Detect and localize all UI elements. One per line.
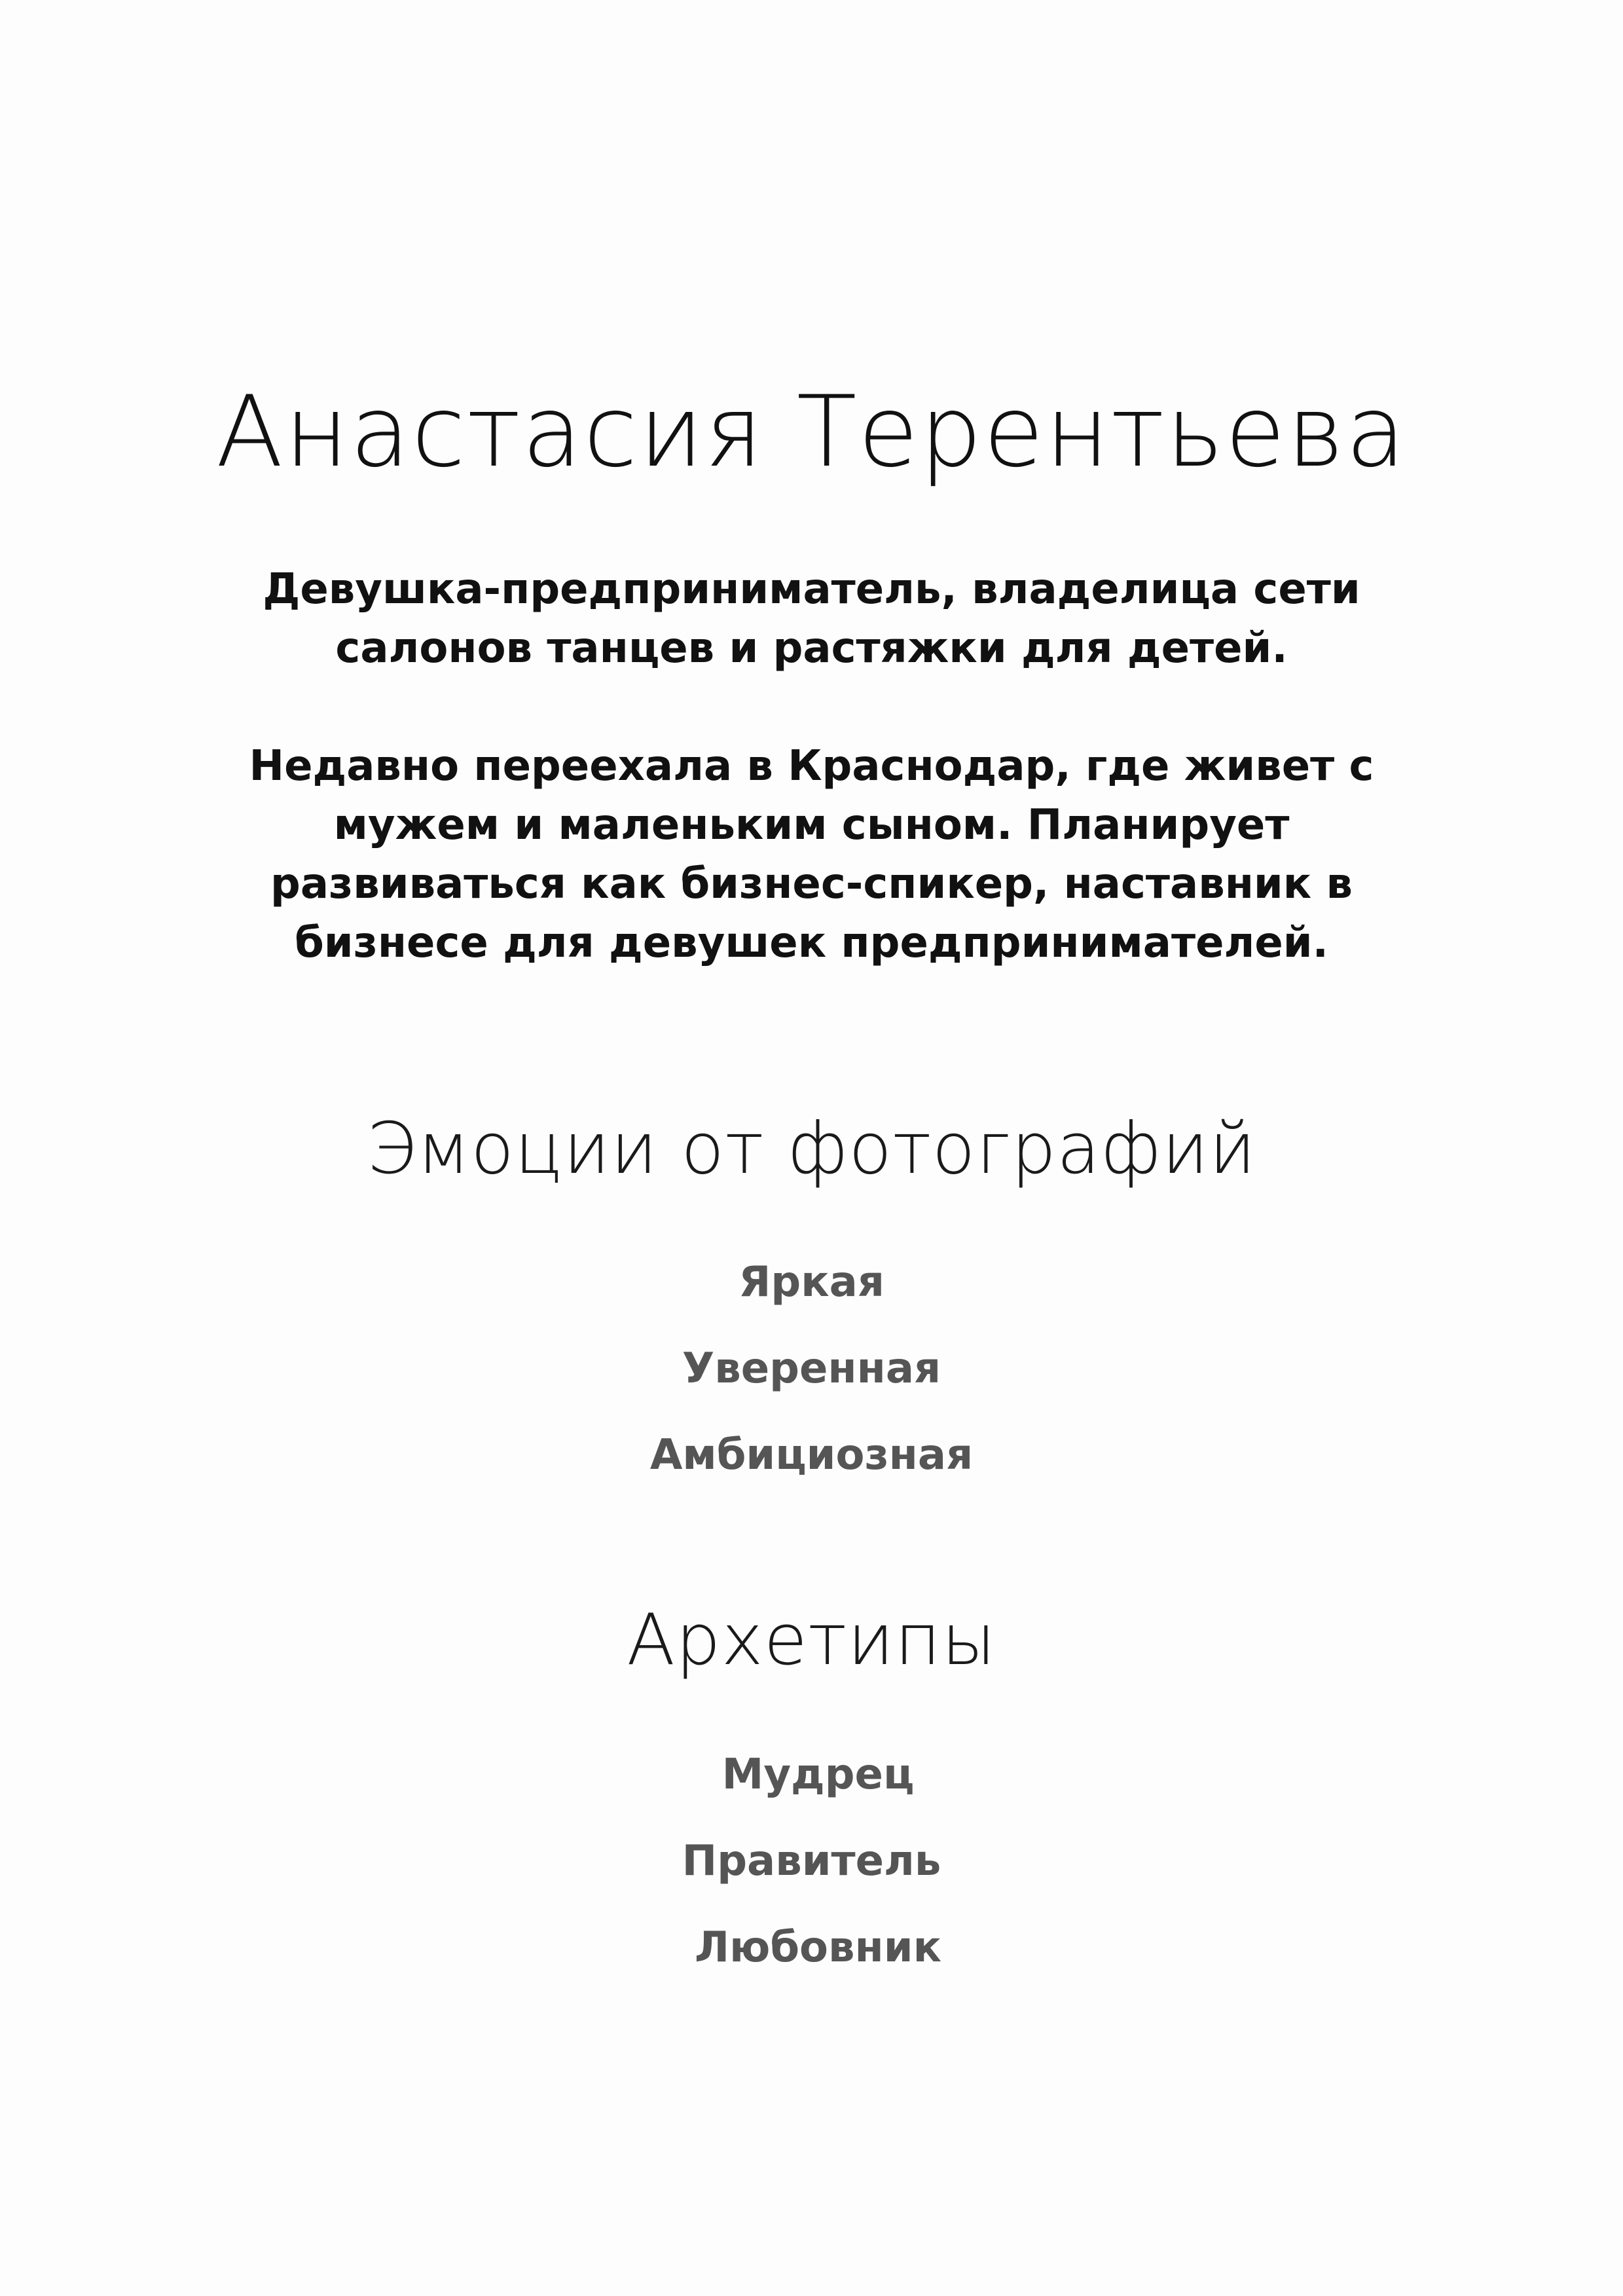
description-line: Недавно переехала в Краснодар, где живет с — [249, 742, 1374, 790]
archetype-item: Правитель — [682, 1837, 941, 1885]
emotion-item: Уверенная — [682, 1344, 941, 1393]
emotions-heading: Эмоции от фотографий — [367, 1108, 1256, 1190]
archetype-item: Мудрец — [721, 1750, 915, 1799]
emotion-item: Яркая — [739, 1258, 884, 1306]
archetypes-heading: Архетипы — [627, 1599, 996, 1681]
description-paragraph-1 — [0, 560, 1623, 678]
archetype-item: Любовник — [694, 1923, 942, 1972]
description-paragraph-2 — [0, 737, 1623, 972]
description-line: развиваться как бизнес-спикер, наставник в — [270, 860, 1353, 908]
description-line: салонов танцев и растяжки для детей. — [335, 624, 1288, 673]
emotion-item: Амбициозная — [649, 1431, 974, 1479]
description-line: бизнесе для девушек предпринимателей. — [295, 919, 1328, 967]
description-line: Девушка-предприниматель, владелица сети — [263, 565, 1360, 614]
description-line: мужем и маленьким сыном. Планирует — [333, 801, 1290, 849]
page-title: Анастасия Терентьева — [215, 375, 1408, 489]
